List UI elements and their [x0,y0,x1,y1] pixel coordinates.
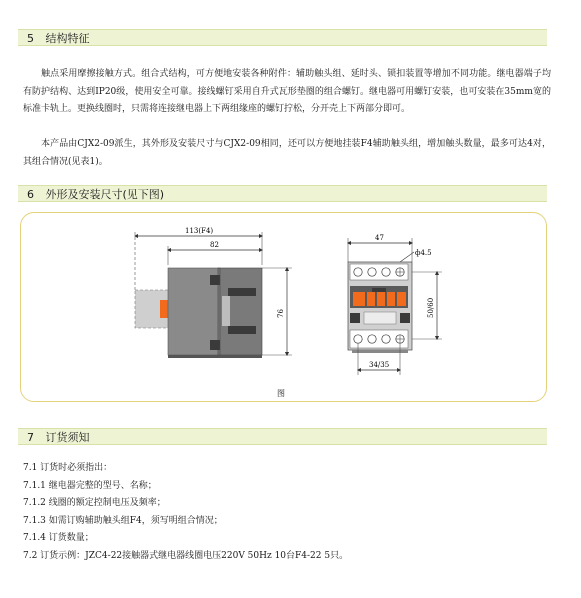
accessory-orange-tab [160,300,169,318]
section-5-title: 结构特征 [45,32,90,45]
order-item: 7.1.4 订货数量； [23,533,94,543]
order-item: 7.1.3 如需订购辅助触头组F4，须写明组合情况； [23,515,223,526]
dim-height: 76 [277,309,285,318]
dim-front-width: 47 [375,234,384,242]
dim-body-length: 82 [210,241,219,249]
section-6-number: 6 [27,188,34,201]
figure-caption: 图 [277,389,285,398]
order-item: 7.2 订货示例：JZC4-22接触器式继电器线圈电压220V 50Hz 10台F4-22 5只。 [23,550,349,561]
section-5-paragraph-1: 触点采用摩擦接触方式。组合式结构，可方便地安装各种附件：辅助触头组、延时头、锁扣装置等增加不同功能。继电器端子均有防护结构、达到IP20级，使用安全可靠。接线螺钉采用自升式瓦形垫圈的组合螺钉。继电器可用螺钉安装，也可安装在35mm宽的标准卡轨上。更换线圈时，只需将连接继电器上下两组缘座的螺钉拧松，分开壳上下两部分即可。 [23,69,551,114]
section-7-header [18,428,547,445]
section-7-number: 7 [27,431,34,444]
section-5-paragraph-2: 本产品由CJX2-09派生，其外形及安装尺寸与CJX2-09相同，还可以方便地挂装F4辅助触头组，增加触头数量，最多可达4对，其组合情况(见表1)。 [23,139,551,167]
front-view [348,234,442,375]
dim-overall-length: 113(F4) [185,227,214,235]
order-item: 7.1 订货时必须指出： [23,463,113,473]
side-view [135,227,292,358]
section-5-number: 5 [27,32,34,45]
dim-mounting-hole: ф4.5 [415,249,432,257]
order-list [23,460,553,565]
section-6-title: 外形及安装尺寸(见下图) [45,188,165,201]
section-7-title: 订货须知 [45,431,90,444]
dim-horizontal-mounting: 34/35 [369,361,390,369]
order-item: 7.1.2 线圈的额定控制电压及频率； [23,498,166,508]
dim-vertical-mounting: 50/60 [427,297,435,318]
order-item: 7.1.1 继电器完整的型号、名称； [23,480,157,491]
